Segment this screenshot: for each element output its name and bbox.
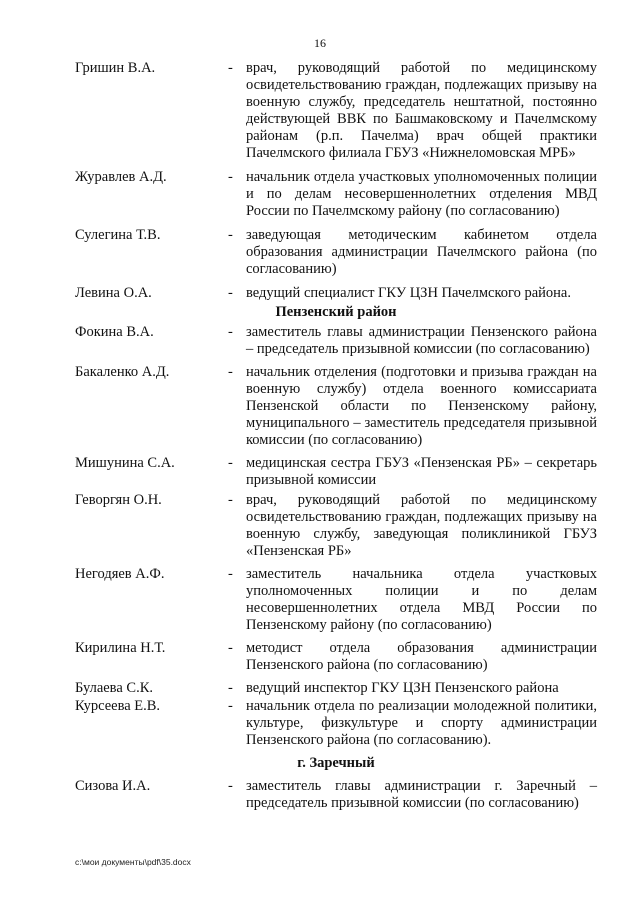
separator-dash: - bbox=[228, 285, 233, 301]
separator-dash: - bbox=[228, 324, 233, 340]
member-name: Фокина В.А. bbox=[75, 324, 154, 340]
member-position: заместитель главы администрации г. Заречный – председатель призывной комиссии (по согласованию) bbox=[246, 778, 597, 811]
member-name: Сизова И.А. bbox=[75, 778, 151, 794]
member-row bbox=[75, 680, 597, 697]
member-position: ведущий инспектор ГКУ ЦЗН Пензенского района bbox=[246, 680, 559, 696]
member-position: ведущий специалист ГКУ ЦЗН Пачелмского района. bbox=[246, 285, 571, 301]
member-row bbox=[75, 566, 597, 634]
separator-dash: - bbox=[228, 492, 233, 508]
separator-dash: - bbox=[228, 169, 233, 185]
member-name: Бакаленко А.Д. bbox=[75, 364, 170, 380]
member-position: врач, руководящий работой по медицинскому освидетельствованию граждан, подлежащих призыву на военную службу, заведующая поликлиникой ГБУЗ «Пензенская РБ» bbox=[246, 492, 597, 559]
member-position: методист отдела образования администрации Пензенского района (по согласованию) bbox=[246, 640, 597, 673]
member-name: Кирилина Н.Т. bbox=[75, 640, 166, 656]
separator-dash: - bbox=[228, 698, 233, 714]
member-name: Левина О.А. bbox=[75, 285, 152, 301]
member-position: начальник отдела участковых уполномоченных полиции и по делам несовершеннолетних отделения МВД России по Пачелмскому району (по согласованию) bbox=[246, 169, 597, 219]
separator-dash: - bbox=[228, 455, 233, 471]
commission-list bbox=[75, 60, 597, 812]
member-name: Негодяев А.Ф. bbox=[75, 566, 165, 582]
separator-dash: - bbox=[228, 640, 233, 656]
member-row bbox=[75, 640, 597, 674]
member-row bbox=[75, 455, 597, 489]
member-name: Журавлев А.Д. bbox=[75, 169, 167, 185]
separator-dash: - bbox=[228, 227, 233, 243]
separator-dash: - bbox=[228, 680, 233, 696]
member-row bbox=[75, 492, 597, 560]
member-position: заместитель главы администрации Пензенского района – председатель призывной комиссии (по согласованию) bbox=[246, 324, 597, 357]
member-position: врач, руководящий работой по медицинскому освидетельствованию граждан, подлежащих призыву на военную службу, председатель нештатной, постоянно действующей ВВК по Башмаковскому и Пачелмскому районам (р.п. Пачелма) врач общей практики Пачелмского филиала ГБУЗ «Нижнеломовская МРБ» bbox=[246, 60, 597, 161]
member-row bbox=[75, 324, 597, 358]
member-position: начальник отделения (подготовки и призыва граждан на военную службу) отдела военного комиссариата Пензенской области по Пензенскому району, муниципального – заместитель председателя призывной комиссии (по согласованию) bbox=[246, 364, 597, 448]
member-row bbox=[75, 60, 597, 162]
member-name: Гришин В.А. bbox=[75, 60, 156, 76]
member-row bbox=[75, 778, 597, 812]
separator-dash: - bbox=[228, 60, 233, 76]
member-name: Геворгян О.Н. bbox=[75, 492, 162, 508]
section-heading: г. Заречный bbox=[297, 755, 375, 771]
member-name: Курсеева Е.В. bbox=[75, 698, 161, 714]
member-name: Булаева С.К. bbox=[75, 680, 153, 696]
member-row bbox=[75, 698, 597, 749]
member-position: начальник отдела по реализации молодежной политики, культуре, физкультуре и спорту администрации Пензенского района (по согласованию). bbox=[246, 698, 597, 748]
member-row bbox=[75, 285, 597, 302]
member-position: медицинская сестра ГБУЗ «Пензенская РБ» – секретарь призывной комиссии bbox=[246, 455, 597, 488]
separator-dash: - bbox=[228, 566, 233, 582]
member-name: Мишунина С.А. bbox=[75, 455, 175, 471]
separator-dash: - bbox=[228, 778, 233, 794]
member-row bbox=[75, 227, 597, 278]
member-position: заместитель начальника отдела участковых уполномоченных полиции и по делам несовершеннолетних отдела МВД России по Пензенскому району (по согласованию) bbox=[246, 566, 597, 633]
separator-dash: - bbox=[228, 364, 233, 380]
page-number: 16 bbox=[314, 36, 326, 50]
member-name: Сулегина Т.В. bbox=[75, 227, 161, 243]
footer-file-path: c:\мои документы\pdf\35.docx bbox=[75, 857, 191, 867]
member-row bbox=[75, 169, 597, 220]
member-row bbox=[75, 364, 597, 449]
member-position: заведующая методическим кабинетом отдела образования администрации Пачелмского района (по согласованию) bbox=[246, 227, 597, 277]
section-heading: Пензенский район bbox=[275, 304, 397, 320]
